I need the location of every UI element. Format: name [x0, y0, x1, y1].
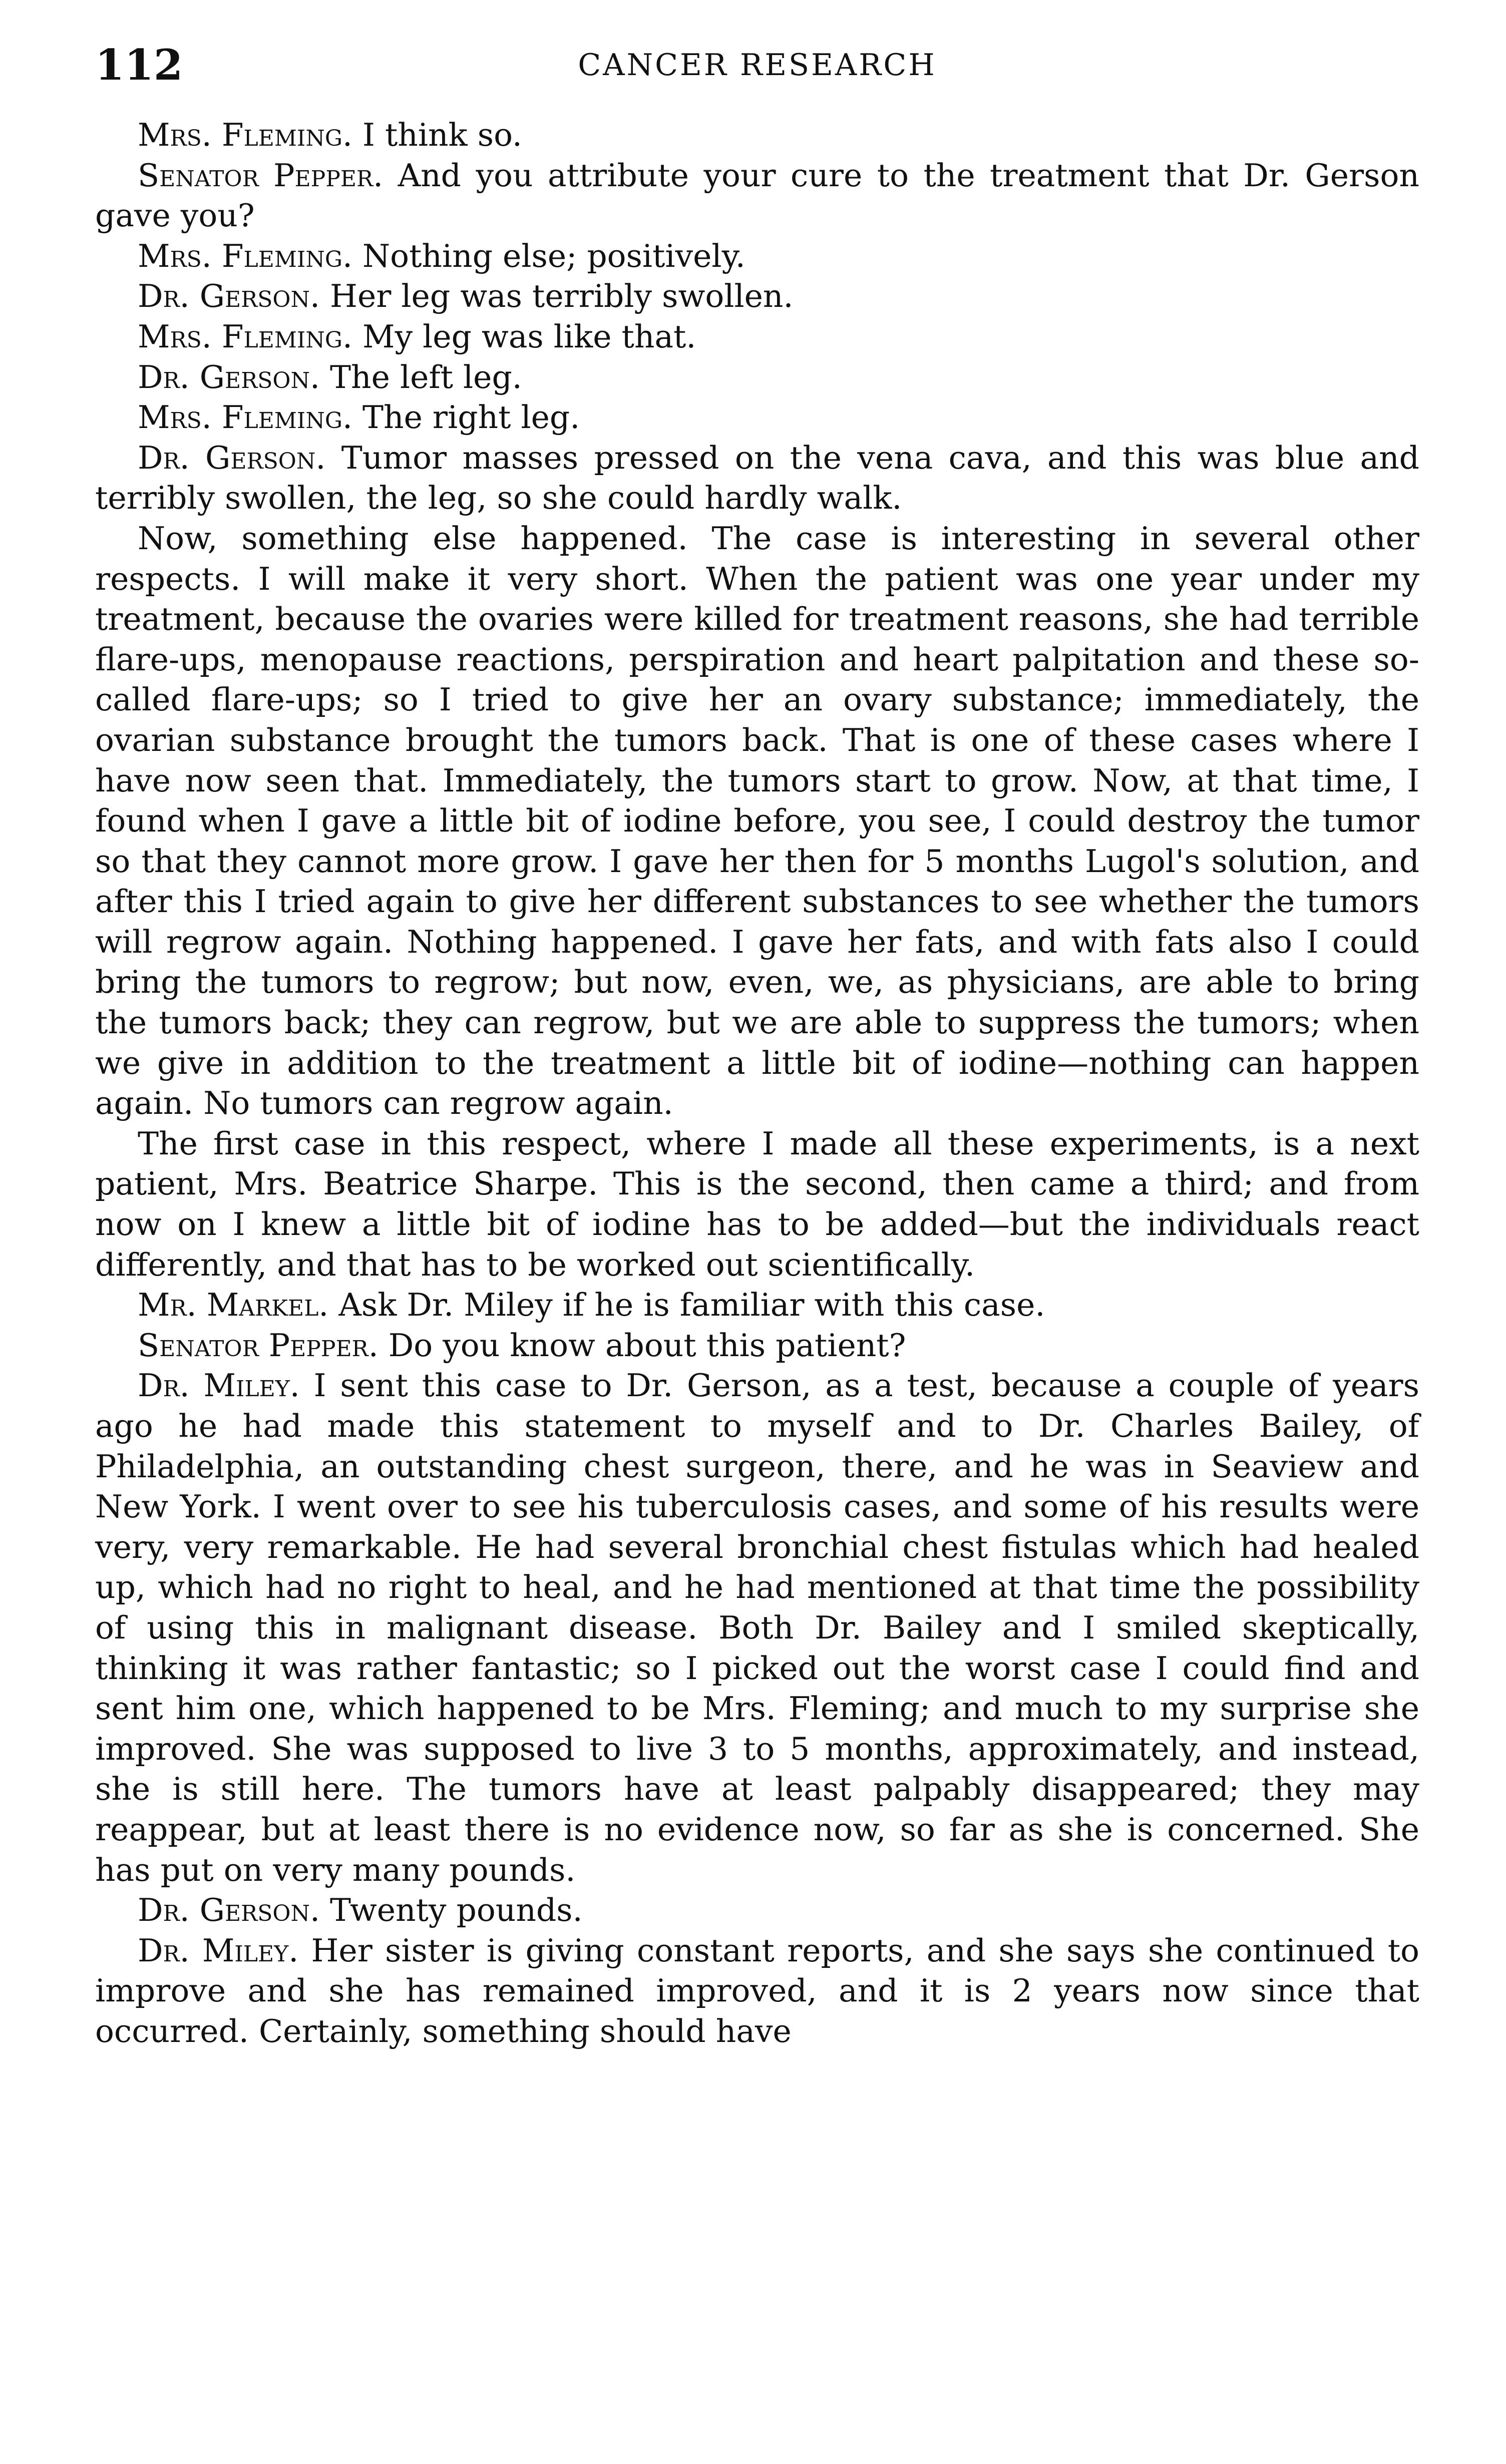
paragraph-3 [95, 236, 1419, 277]
paragraph-4 [95, 276, 1419, 317]
paragraph-11 [95, 1285, 1419, 1326]
running-head [95, 35, 1419, 95]
paragraph-text: Ask Dr. Miley if he is familiar with this case. [328, 1287, 1045, 1324]
paragraph-text: The right leg. [352, 399, 580, 436]
paragraph-text: Now, something else happened. The case is interesting in several other respects. I will make it very short. When the patient was one year under my treatment, because the ovaries were killed for treatment reasons, she had terrible flare-ups, menopause reactions, perspiration and heart palpitation and these so-called flare-ups; so I tried to give her an ovary substance; immediately, the ovarian substance brought the tumors back. That is one of these cases where I have now seen that. Immediately, the tumors start to grow. Now, at that time, I found when I gave a little bit of iodine before, you see, I could destroy the tumor so that they cannot more grow. I gave her then for 5 months Lugol's solution, and after this I tried again to give her different substances to see whether the tumors will regrow again. Nothing happened. I gave her fats, and with fats also I could bring the tumors to regrow; but now, even, we, as physicians, are able to bring the tumors back; they can regrow, but we are able to suppress the tumors; when we give in addition to the treatment a little bit of iodine—nothing can happen again. No tumors can regrow again. [95, 520, 1419, 1122]
paragraph-7 [95, 397, 1419, 438]
paragraph-5 [95, 317, 1419, 357]
paragraph-text: Do you know about this patient? [378, 1327, 906, 1364]
paragraph-text: I think so. [352, 117, 522, 153]
paragraph-8 [95, 438, 1419, 519]
speaker-name: Dr. Gerson. [138, 358, 320, 395]
paragraph-text: My leg was like that. [352, 318, 696, 355]
body-text [95, 115, 1419, 2052]
speaker-name: Dr. Miley. [138, 1367, 300, 1404]
paragraph-9 [95, 519, 1419, 1124]
speaker-name: Mr. Markel. [138, 1287, 329, 1324]
speaker-name: Dr. Miley. [138, 1932, 299, 1969]
paragraph-2 [95, 156, 1419, 236]
paragraph-12 [95, 1326, 1419, 1366]
paragraph-6 [95, 357, 1419, 398]
paragraph-text: Her sister is giving constant reports, and she says she continued to improve and she has remained improved, and it is 2 years now since that occurred. Certainly, something should have [95, 1932, 1419, 2049]
paragraph-text: Her leg was terribly swollen. [320, 278, 794, 315]
paragraph-10 [95, 1124, 1419, 1285]
speaker-name: Mrs. Fleming. [138, 399, 352, 436]
journal-title: CANCER RESEARCH [578, 48, 937, 83]
paragraph-13 [95, 1366, 1419, 1890]
speaker-name: Dr. Gerson. [138, 278, 320, 315]
document-page [95, 35, 1419, 2438]
speaker-name: Dr. Gerson. [138, 1892, 320, 1929]
speaker-name: Dr. Gerson. [138, 439, 326, 476]
speaker-name: Mrs. Fleming. [138, 318, 352, 355]
paragraph-text: The first case in this respect, where I made all these experiments, is a next patient, Mrs. Beatrice Sharpe. This is the second, then came a third; and from now on I knew a little bit of iodine has to be added—but the individuals react differently, and that has to be worked out scientifically. [95, 1125, 1419, 1283]
speaker-name: Mrs. Fleming. [138, 117, 352, 153]
paragraph-text: Tumor masses pressed on the vena cava, and this was blue and terribly swollen, the leg, so she could hardly walk. [95, 439, 1419, 517]
paragraph-text: I sent this case to Dr. Gerson, as a test, because a couple of years ago he had made this statement to myself and to Dr. Charles Bailey, of Philadelphia, an outstanding chest surgeon, there, and he was in Seaview and New York. I went over to see his tuberculosis cases, and some of his results were very, very remarkable. He had several bronchial chest fistulas which had healed up, which had no right to heal, and he had mentioned at that time the possibility of using this in malignant disease. Both Dr. Bailey and I smiled skeptically, thinking it was rather fantastic; so I picked out the worst case I could find and sent him one, which happened to be Mrs. Fleming; and much to my surprise she improved. She was supposed to live 3 to 5 months, approximately, and instead, she is still here. The tumors have at least palpably disappeared; they may reappear, but at least there is no evidence now, so far as she is concerned. She has put on very many pounds. [95, 1367, 1419, 1888]
speaker-name: Senator Pepper. [138, 157, 384, 194]
paragraph-15 [95, 1931, 1419, 2052]
speaker-name: Senator Pepper. [138, 1327, 379, 1364]
paragraph-text: And you attribute your cure to the treatment that Dr. Gerson gave you? [95, 157, 1419, 234]
paragraph-text: Nothing else; positively. [352, 237, 745, 274]
page-number: 112 [95, 40, 183, 90]
paragraph-text: The left leg. [320, 358, 522, 395]
paragraph-1 [95, 115, 1419, 156]
paragraph-14 [95, 1890, 1419, 1931]
paragraph-text: Twenty pounds. [320, 1892, 583, 1929]
speaker-name: Mrs. Fleming. [138, 237, 352, 274]
